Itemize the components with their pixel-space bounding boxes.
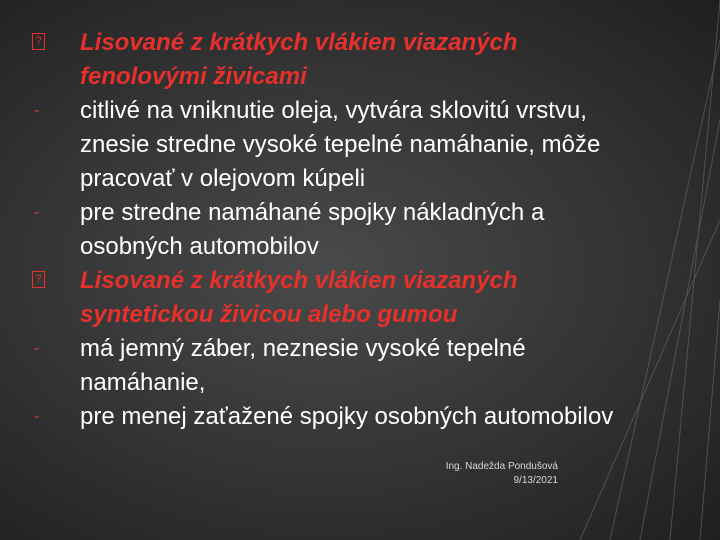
bullet-text: má jemný záber, neznesie vysoké tepelné namáhanie, bbox=[80, 335, 526, 396]
bullet-item bbox=[32, 196, 632, 264]
dash-icon: - bbox=[34, 204, 40, 221]
heading-item bbox=[32, 26, 632, 94]
heading-item bbox=[32, 264, 632, 332]
bullet-text: pre stredne namáhané spojky nákladných a osobných automobilov bbox=[80, 199, 545, 260]
bullet-item bbox=[32, 400, 632, 434]
footer-author: Ing. Nadežda Pondušová bbox=[445, 461, 558, 472]
slide-content bbox=[32, 26, 632, 434]
dash-icon: - bbox=[34, 408, 40, 425]
heading-text: Lisované z krátkych vlákien viazaných fenolovými živicami bbox=[80, 29, 518, 90]
heading-text: Lisované z krátkych vlákien viazaných syntetickou živicou alebo gumou bbox=[80, 267, 518, 328]
bullet-item bbox=[32, 94, 632, 196]
checkbox-icon: ? bbox=[32, 264, 80, 298]
dash-icon: - bbox=[34, 102, 40, 119]
bullet-text: pre menej zaťažené spojky osobných automobilov bbox=[80, 403, 614, 430]
slide-footer bbox=[380, 460, 558, 488]
checkbox-icon: ? bbox=[32, 26, 80, 60]
footer-date: 9/13/2021 bbox=[513, 475, 558, 486]
bullet-text: citlivé na vniknutie oleja, vytvára sklovitú vrstvu, znesie stredne vysoké tepelné namáhanie, môže pracovať v olejovom kúpeli bbox=[80, 97, 601, 192]
bullet-item bbox=[32, 332, 632, 400]
dash-icon: - bbox=[34, 340, 40, 357]
